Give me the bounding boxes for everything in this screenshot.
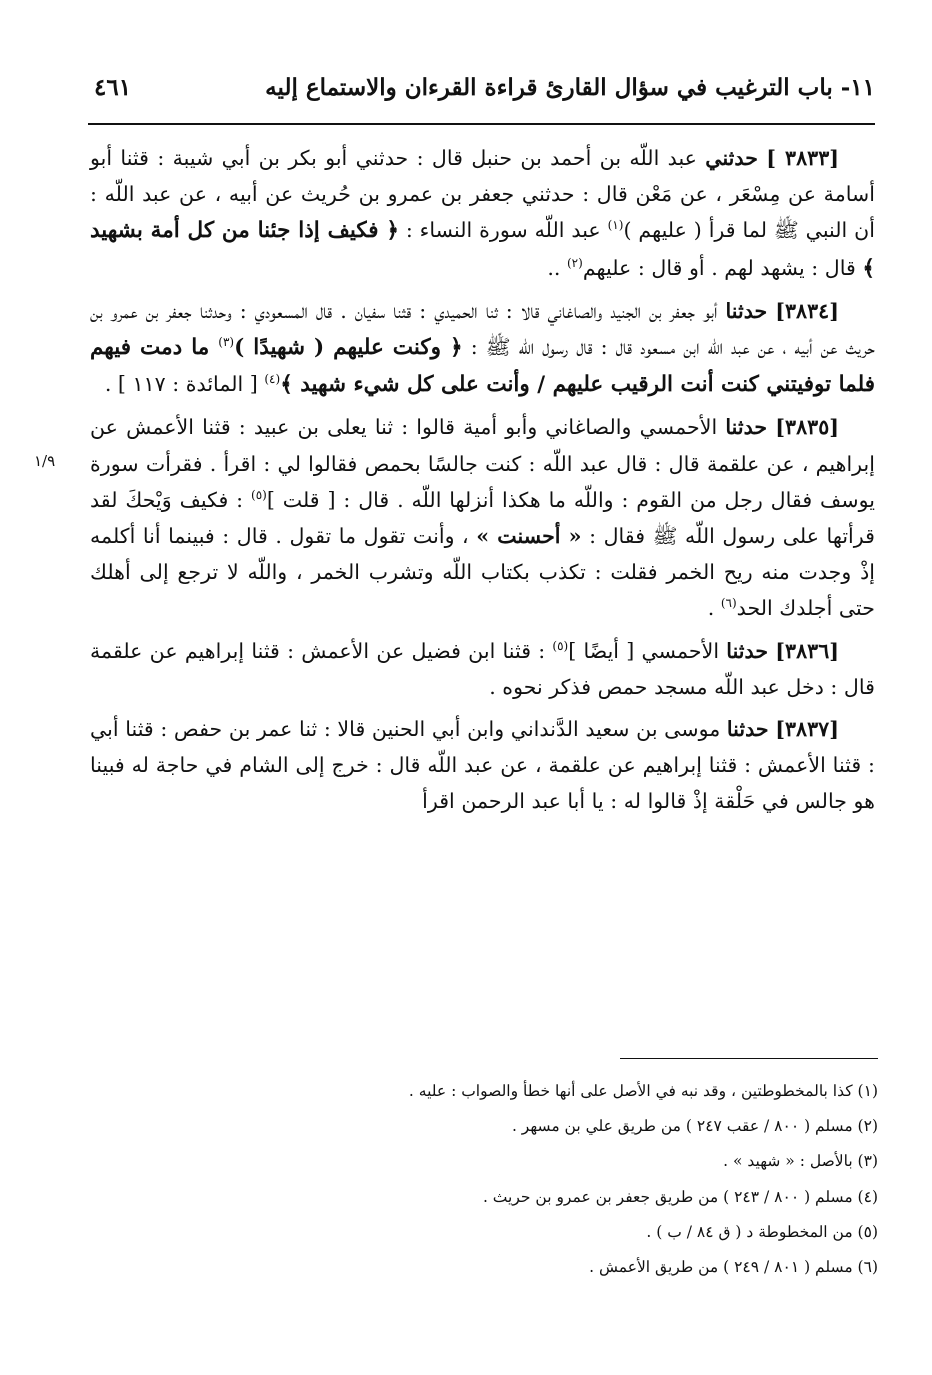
hadith-number: [٣٨٣٧] [775, 717, 839, 742]
page-number: ٤٦١ [94, 74, 132, 101]
page-header [88, 74, 875, 110]
hadith-3833 [90, 140, 875, 287]
footnote-2: (٢) مسلم ( ٨٠٠ / عقب ٢٤٧ ) من طريق علي بن مسهر . [511, 1117, 878, 1136]
hadith-text: : قثنا ابن فضيل عن الأعمش : قثنا إبراهيم عن علقمة قال : دخل عبد اللّه مسجد حمص فذكر نحوه . [90, 638, 875, 699]
hadith-number: [٣٨٣٤] [775, 298, 839, 323]
main-text [90, 140, 875, 820]
quran-verse: ﴿ وكنت عليهم ( شهيدًا ) [234, 335, 463, 361]
hadith-text: ، وأنت تقول ما تقول . قال : فبينما أنا أكلمه إذْ وجدت منه ريح الخمر فقلت : تكذب بكتاب اللّه وتشرب الخمر ، واللّه لا ترجع إلى أهلك حتى أجلدك الحد [90, 524, 875, 621]
narration-lead: حدثنا [726, 717, 769, 742]
hadith-text: [ المائدة : ١١٧ ] . [104, 372, 265, 397]
hadith-text: قال : يشهد لهم . أو قال : عليهم [582, 255, 863, 280]
chapter-title: ١١- باب الترغيب في سؤال القارئ قراءة القرءان والاستماع إليه [265, 74, 875, 101]
narration-lead: حدثنا [725, 415, 768, 440]
footnote-5: (٥) من المخطوطة د ( ق ٨٤ / ب ) . [646, 1222, 878, 1241]
quran-verse: ﴿ فكيف إذا جئنا من كل أمة بشهيد ﴾ [90, 218, 875, 281]
hadith-number: [٣٨٣٦] [775, 638, 840, 663]
footnote-ref[interactable]: (٢) [566, 255, 583, 270]
hadith-3835 [90, 409, 875, 626]
footnote-3: (٣) بالأصل : « شهيد » . [723, 1152, 878, 1171]
hadith-text: موسى بن سعيد الدَّنداني وابن أبي الحنين قالا : ثنا عمر بن حفص : قثنا أبي : قثنا الأعمش : قثنا إبراهيم عن علقمة ، عن عبد اللّه قال : خرج إلى الشام في حاجة له فبينا هو جالس في حَلْقة إذْ قالوا له : يا أبا عبد الرحمن اقرأ [90, 717, 875, 814]
footnote-ref[interactable]: (١) [607, 218, 624, 233]
footnotes [300, 1074, 878, 1285]
footnote-4: (٤) مسلم ( ٨٠٠ / ٢٤٣ ) من طريق جعفر بن عمرو بن حريث . [482, 1187, 878, 1206]
footnote-ref[interactable]: (٥) [251, 487, 267, 502]
hadith-number: [٣٨٣٥] [775, 415, 840, 440]
narration-lead: حدثني [705, 146, 758, 170]
hadith-3834 [90, 293, 875, 404]
quran-verse: ما دمت فيهم فلما توفيتني كنت أنت الرقيب عليهم / وأنت على كل شيء شهيد ﴾ [90, 335, 875, 398]
hadith-text: الأحمسي [ أيضًا ] [568, 638, 727, 663]
hadith-text: . [707, 596, 721, 621]
footnote-separator [620, 1058, 878, 1059]
hadith-text: أبو جعفر بن الجنيد والصاغاني قالا : ثنا الحميدي : قثنا سفيان . قال المسعودي : وحدثنا جعفر بن عمرو بن حريث عن أبيه ، عن عبد اللّه ابن مسعود قال : قال رسول اللّه ﷺ : [90, 298, 875, 360]
hadith-text: .. [547, 255, 567, 280]
manuscript-folio-note: ١/٩ [34, 452, 56, 470]
hadith-text: عبد اللّه بن أحمد بن حنبل قال : حدثني أبو بكر بن أبي شيبة : قثنا أبو أسامة عن مِسْعَر ، عن مَعْن قال : حدثني جعفر بن عمرو بن حُريث عن أبيه ، عن عبد اللّه : أن النبي ﷺ لما قرأ ( عليهم ) [90, 146, 875, 243]
footnote-1: (١) كذا بالمخطوطتين ، وقد نبه في الأصل على أنها خطأ والصواب : عليه . [408, 1082, 878, 1100]
narration-lead: حدثنا [726, 638, 769, 663]
hadith-number: [٣٨٣٣ ] [766, 146, 840, 170]
footnote-ref[interactable]: (٥) [552, 638, 569, 653]
hadith-3837 [90, 711, 875, 820]
quoted-word: « أحسنت » [476, 524, 582, 549]
footnote-ref[interactable]: (٤) [264, 372, 281, 387]
hadith-text: : فكيف وَيْحكَ لقد قرأتها على رسول اللّه ﷺ فقال : [90, 487, 875, 549]
hadith-text: عبد اللّه سورة النساء : [398, 218, 608, 243]
hadith-text: الأحمسي والصاغاني وأبو أمية قالوا : ثنا يعلى بن عبيد : قثنا الأعمش عن إبراهيم ، عن علقمة قال : قال عبد اللّه : كنت جالسًا بحمص فقالوا لي : اقرأ . فقرأت سورة يوسف فقال رجل من القوم : واللّه ما هكذا أنزلها اللّه . قال : [ قلت ] [90, 415, 875, 512]
hadith-3836 [90, 633, 875, 705]
narration-lead: حدثنا [725, 298, 768, 323]
header-rule [88, 123, 875, 125]
footnote-6: (٦) مسلم ( ٨٠١ / ٢٤٩ ) من طريق الأعمش . [589, 1258, 878, 1277]
footnote-ref[interactable]: (٦) [720, 596, 737, 611]
footnote-ref[interactable]: (٣) [218, 335, 235, 350]
